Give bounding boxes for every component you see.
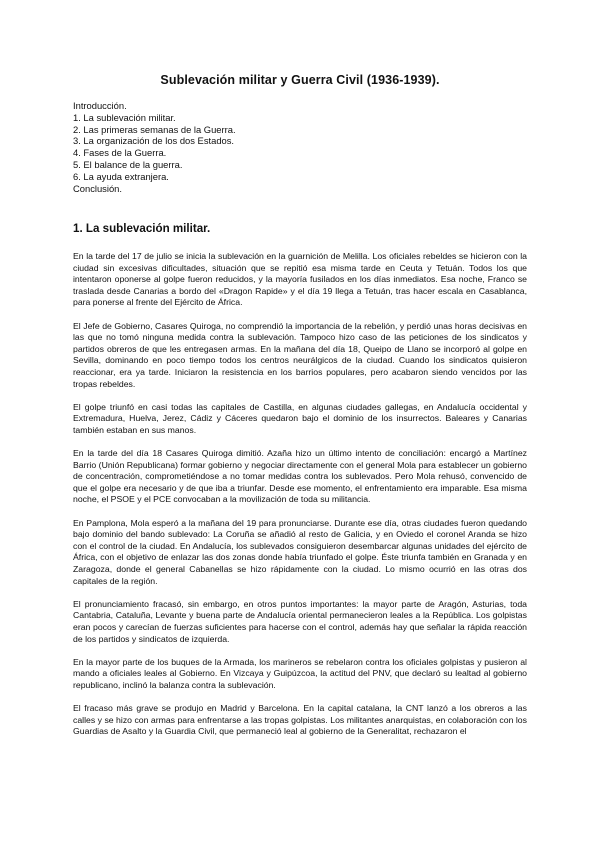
body-paragraph: El Jefe de Gobierno, Casares Quiroga, no comprendió la importancia de la rebelión, y perdió unas horas decisivas en las que no tomó ninguna medida contra la sublevación. Tampoco hizo caso de las peticiones de los sindicatos y partidos obreros de que les entregasen armas. En la mañana del día 18, Queipo de Llano se incorporó al golpe en Sevilla, dominando en poco tiempo todos los centros neurálgicos de la ciudad. Cuando los sindicatos quisieron reaccionar, era ya tarde. Iniciaron la resistencia en los barrios populares, pero acabaron siendo vencidos por las tropas rebeldes. [73,320,527,389]
toc-item: 2. Las primeras semanas de la Guerra. [73,123,236,135]
toc-item: 5. El balance de la guerra. [73,158,183,170]
body-paragraph: El fracaso más grave se produjo en Madrid y Barcelona. En la capital catalana, la CNT lanzó a los obreros a las calles y se hizo con armas para enfrentarse a las tropas golpistas. Los militantes anarquistas, en colaboración con los Guardias de Asalto y la Guardia Civil, que permaneció leal al gobierno de la Generalitat, rechazaron el [73,703,527,737]
section-heading: 1. La sublevación militar. [73,222,211,235]
toc-item: 1. La sublevación militar. [73,111,176,123]
section-body [73,251,527,750]
document-title: Sublevación militar y Guerra Civil (1936-1939). [160,73,440,87]
body-paragraph: En la mayor parte de los buques de la Armada, los marineros se rebelaron contra los oficiales golpistas y pusieron al mando a oficiales leales al Gobierno. En Vizcaya y Guipúzcoa, la actitud del PNV, que declaró su lealtad al gobierno republicano, inclinó la balanza contra la sublevación. [73,656,527,690]
toc-item: Conclusión. [73,182,122,194]
toc-item: Introducción. [73,100,127,111]
body-paragraph: En Pamplona, Mola esperó a la mañana del 19 para pronunciarse. Durante ese día, otras ciudades fueron quedando bajo dominio del bando sublevado: La Coruña se añadió al resto de Galicia, y en Oviedo el coronel Aranda se hizo con el control de la ciudad. En Andalucía, los sublevados consiguieron desembarcar algunas unidades del ejército de África, con el objetivo de enlazar las dos zonas donde había triunfado el golpe. Éste triunfa también en Granada y en Zaragoza, donde el general Cabanellas se hizo rápidamente con la ciudad. Lo mismo ocurrió en las otras dos capitales de la región. [73,517,527,586]
body-paragraph: En la tarde del 17 de julio se inicia la sublevación en la guarnición de Melilla. Los oficiales rebeldes se hicieron con la ciudad sin excesivas dificultades, situación que se repitió esa misma tarde en Ceuta y Tetuán. Todos los que intentaron oponerse al golpe fueron reducidos, y la mayoría fusilados en los días inmediatos. Esa noche, Franco se traslada desde Canarias a bordo del «Dragon Rapide» y el día 19 llega a Tetuán, tras hacer escala en Casablanca, para ponerse al frente del Ejército de África. [73,251,527,308]
toc-item: 4. Fases de la Guerra. [73,147,167,159]
body-paragraph: El golpe triunfó en casi todas las capitales de Castilla, en algunas ciudades gallegas, en Andalucía occidental y Extremadura, Huelva, Jerez, Cádiz y Cáceres quedaron bajo el dominio de los insurrectos. Baleares y Canarias también estaban en sus manos. [73,401,527,435]
body-paragraph: En la tarde del día 18 Casares Quiroga dimitió. Azaña hizo un último intento de conciliación: encargó a Martínez Barrio (Unión Republicana) formar gobierno y negociar directamente con el general Mola para establecer un gobierno de concentración, comprometiéndose a no tomar medidas contra los sublevados. Pero Mola rehusó, convencido de que el golpe era necesario y de que iba a triunfar. Desde ese momento, el enfrentamiento era imparable. Esa misma noche, el PSOE y el PCE convocaban a la movilización de toda su militancia. [73,448,527,505]
toc-item: 6. La ayuda extranjera. [73,170,169,182]
table-of-contents [73,100,236,194]
body-paragraph: El pronunciamiento fracasó, sin embargo, en otros puntos importantes: la mayor parte de Aragón, Asturias, toda Cantabria, Cataluña, Levante y buena parte de Andalucía oriental permanecieron leales a la República. Los golpistas eran pocos y carecían de fuerzas suficientes para hacerse con el control, además hay que señalar la rápida reacción de los partidos y sindicatos de izquierda. [73,598,527,644]
toc-item: 3. La organización de los dos Estados. [73,135,235,147]
